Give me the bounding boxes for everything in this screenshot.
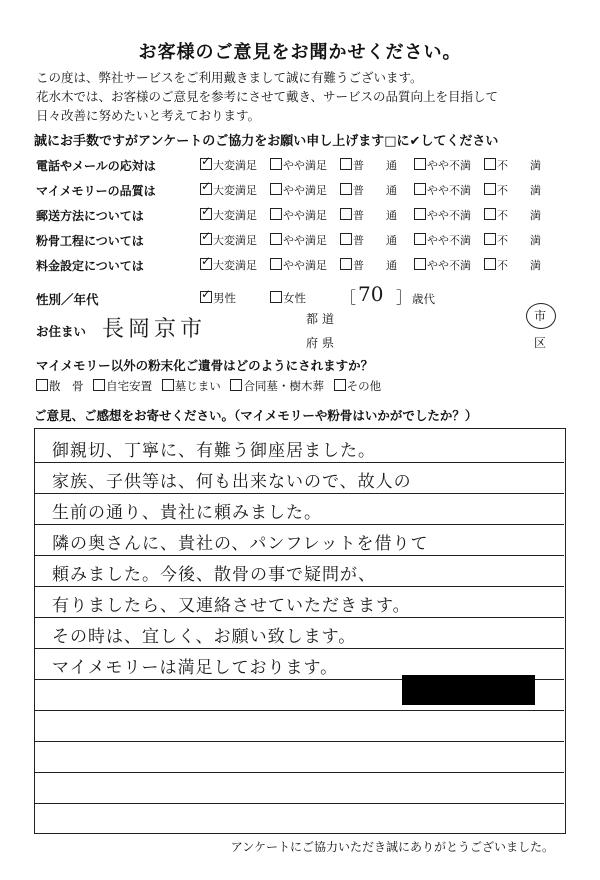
other-label: その他 [346,379,382,393]
rating-option[interactable] [340,207,397,223]
rating-option-label: 大変満足 [213,259,257,272]
male-label: 男性 [213,291,236,305]
comment-rule-line [34,524,564,525]
rating-option[interactable] [200,232,257,248]
female-checkbox[interactable] [270,291,282,303]
intro-line-3: 日々改善に努めたいと考えております。 [36,108,261,123]
address-ku: 区 [534,336,547,350]
rating-checkbox[interactable] [340,258,352,270]
rating-option[interactable] [484,232,541,248]
rating-checkbox[interactable] [270,258,282,270]
rating-checkbox[interactable] [270,233,282,245]
comment-handwritten-line: 頼みました。今後、散骨の事で疑問が、 [52,565,376,585]
address-label: お住まい [36,324,87,339]
rating-option-label: 普 通 [353,259,397,272]
male-option[interactable] [200,290,236,306]
rating-option[interactable] [484,257,541,273]
remains-option-joint-grave[interactable] [230,379,324,393]
address-to: 都 [306,312,319,326]
address-shi: 市 [534,309,547,323]
rating-option[interactable] [414,157,471,173]
female-option[interactable] [270,290,306,306]
comment-rule-line [34,772,564,773]
rating-option[interactable] [340,182,397,198]
rating-option-label: やや満足 [283,184,327,197]
comment-handwritten-line: 有りましたら、又連絡させていただきます。 [52,596,411,616]
rating-option-label: 不 満 [497,209,541,222]
comment-handwritten-line: 生前の通り、貴社に頼みました。 [52,503,322,523]
joint-grave-checkbox[interactable] [230,379,242,391]
rating-option-label: やや満足 [283,209,327,222]
rating-option-label: やや不満 [427,184,471,197]
rating-option-label: 不 満 [497,259,541,272]
rating-option-label: 大変満足 [213,234,257,247]
rating-option[interactable] [200,257,257,273]
footer-thanks: アンケートにご協力いただき誠にありがとうございました。 [230,840,554,854]
page-title: お客様のご意見をお聞かせください。 [138,42,462,63]
rating-option-label: 普 通 [353,184,397,197]
rating-checkbox[interactable] [484,258,496,270]
rating-option-label: 普 通 [353,234,397,247]
rating-option[interactable] [270,257,327,273]
age-unit: 歳代 [412,292,435,306]
comment-handwritten-line: その時は、宜しく、お願い致します。 [52,627,357,647]
rating-option[interactable] [200,207,257,223]
rating-option-label: 不 満 [497,184,541,197]
rating-option-label: 不 満 [497,159,541,172]
scatter-label: 散 骨 [49,379,84,393]
rating-checkbox[interactable] [270,158,282,170]
rating-checkbox[interactable] [414,233,426,245]
rating-option-label: 普 通 [353,209,397,222]
remains-question: マイメモリー以外の粉末化ご遺骨はどのようにされますか？ [36,358,374,373]
address-handwritten[interactable]: 長岡京市 [102,317,207,342]
rating-option[interactable] [270,182,327,198]
rating-option-label: 大変満足 [213,159,257,172]
comment-handwritten-line: 御親切、丁寧に、有難う御座居ました。 [52,441,376,461]
rating-option-label: やや不満 [427,159,471,172]
gender-age-label: 性別／年代 [36,292,99,307]
rating-option[interactable] [270,207,327,223]
rating-checkbox[interactable] [340,158,352,170]
comment-rule-line [34,617,564,618]
address-ken: 県 [322,336,335,350]
rating-checkbox[interactable] [200,208,212,220]
comment-rule-line [34,710,564,711]
rating-question-label: 郵送方法については [36,209,144,223]
comment-rule-line [34,648,564,649]
age-open-bracket: ［ [340,288,357,307]
survey-request: 誠にお手数ですがアンケートのご協力をお願い申し上げます□に✔してください [34,134,499,149]
joint-grave-label: 合同墓・樹木葬 [243,379,324,393]
age-close-bracket: ］ [396,288,413,307]
rating-checkbox[interactable] [340,233,352,245]
remains-options [36,378,381,394]
rating-option[interactable] [484,157,541,173]
comment-handwritten-line: マイメモリーは満足しております。 [52,658,339,678]
rating-option[interactable] [414,257,471,273]
rating-option-label: やや満足 [283,234,327,247]
scatter-checkbox[interactable] [36,379,48,391]
rating-row [36,205,566,227]
comment-rule-line [34,555,564,556]
rating-option[interactable] [200,157,257,173]
rating-option-label: 不 満 [497,234,541,247]
rating-question-label: 粉骨工程については [36,234,144,248]
remains-option-home[interactable] [93,379,152,393]
rating-checkbox[interactable] [484,158,496,170]
rating-option-label: やや不満 [427,259,471,272]
rating-option[interactable] [484,207,541,223]
rating-checkbox[interactable] [414,258,426,270]
intro-line-1: この度は、弊社サービスをご利用戴きまして誠に有難うございます。 [36,70,423,85]
rating-option-label: やや不満 [427,209,471,222]
redaction-block [402,675,535,705]
age-value[interactable]: 70 [358,282,384,306]
address-do: 道 [322,312,335,326]
remains-option-grave-closure[interactable] [162,379,221,393]
rating-option[interactable] [414,232,471,248]
rating-checkbox[interactable] [414,158,426,170]
address-fu: 府 [306,336,319,350]
rating-checkbox[interactable] [340,183,352,195]
comment-rule-line [34,462,564,463]
male-checkbox[interactable] [200,291,212,303]
rating-option[interactable] [270,232,327,248]
rating-option[interactable] [414,182,471,198]
rating-checkbox[interactable] [200,258,212,270]
rating-option[interactable] [340,257,397,273]
comment-prompt: ご意見、ご感想をお寄せください。（マイメモリーや粉骨はいかがでしたか？） [34,408,478,423]
rating-checkbox[interactable] [484,208,496,220]
female-label: 女性 [283,291,306,305]
home-label: 自宅安置 [106,379,153,393]
rating-option-label: やや不満 [427,234,471,247]
comment-handwritten-line: 隣の奥さんに、貴社の、パンフレットを借りて [52,534,429,554]
grave-closure-checkbox[interactable] [162,379,174,391]
rating-checkbox[interactable] [270,208,282,220]
rating-checkbox[interactable] [414,208,426,220]
comment-handwritten-line: 家族、子供等は、何も出来ないので、故人の [52,472,412,492]
rating-checkbox[interactable] [200,233,212,245]
rating-option[interactable] [340,157,397,173]
rating-row [36,180,566,202]
rating-question-label: 料金設定については [36,259,144,273]
rating-option-label: 普 通 [353,159,397,172]
rating-checkbox[interactable] [200,183,212,195]
rating-row [36,255,566,277]
intro-line-2: 花水木では、お客様のご意見を参考にさせて戴き、サービスの品質向上を目指して [36,89,499,104]
comment-rule-line [34,741,564,742]
comment-rule-line [34,586,564,587]
rating-option[interactable] [200,182,257,198]
grave-closure-label: 墓じまい [174,379,221,393]
remains-option-other[interactable] [334,379,382,393]
home-checkbox[interactable] [93,379,105,391]
rating-option-label: 大変満足 [213,209,257,222]
rating-checkbox[interactable] [484,233,496,245]
rating-option[interactable] [484,182,541,198]
rating-checkbox[interactable] [484,183,496,195]
rating-row [36,155,566,177]
rating-question-label: マイメモリーの品質は [36,184,156,198]
rating-option-label: 大変満足 [213,184,257,197]
rating-option[interactable] [270,157,327,173]
comment-rule-line [34,493,564,494]
rating-question-label: 電話やメールの応対は [36,159,156,173]
comment-rule-line [34,803,564,804]
rating-option[interactable] [414,207,471,223]
rating-option-label: やや満足 [283,159,327,172]
remains-option-scatter[interactable] [36,379,84,393]
rating-option-label: やや満足 [283,259,327,272]
other-checkbox[interactable] [334,379,346,391]
rating-checkbox[interactable] [414,183,426,195]
rating-checkbox[interactable] [200,158,212,170]
rating-checkbox[interactable] [270,183,282,195]
rating-row [36,230,566,252]
rating-checkbox[interactable] [340,208,352,220]
rating-option[interactable] [340,232,397,248]
